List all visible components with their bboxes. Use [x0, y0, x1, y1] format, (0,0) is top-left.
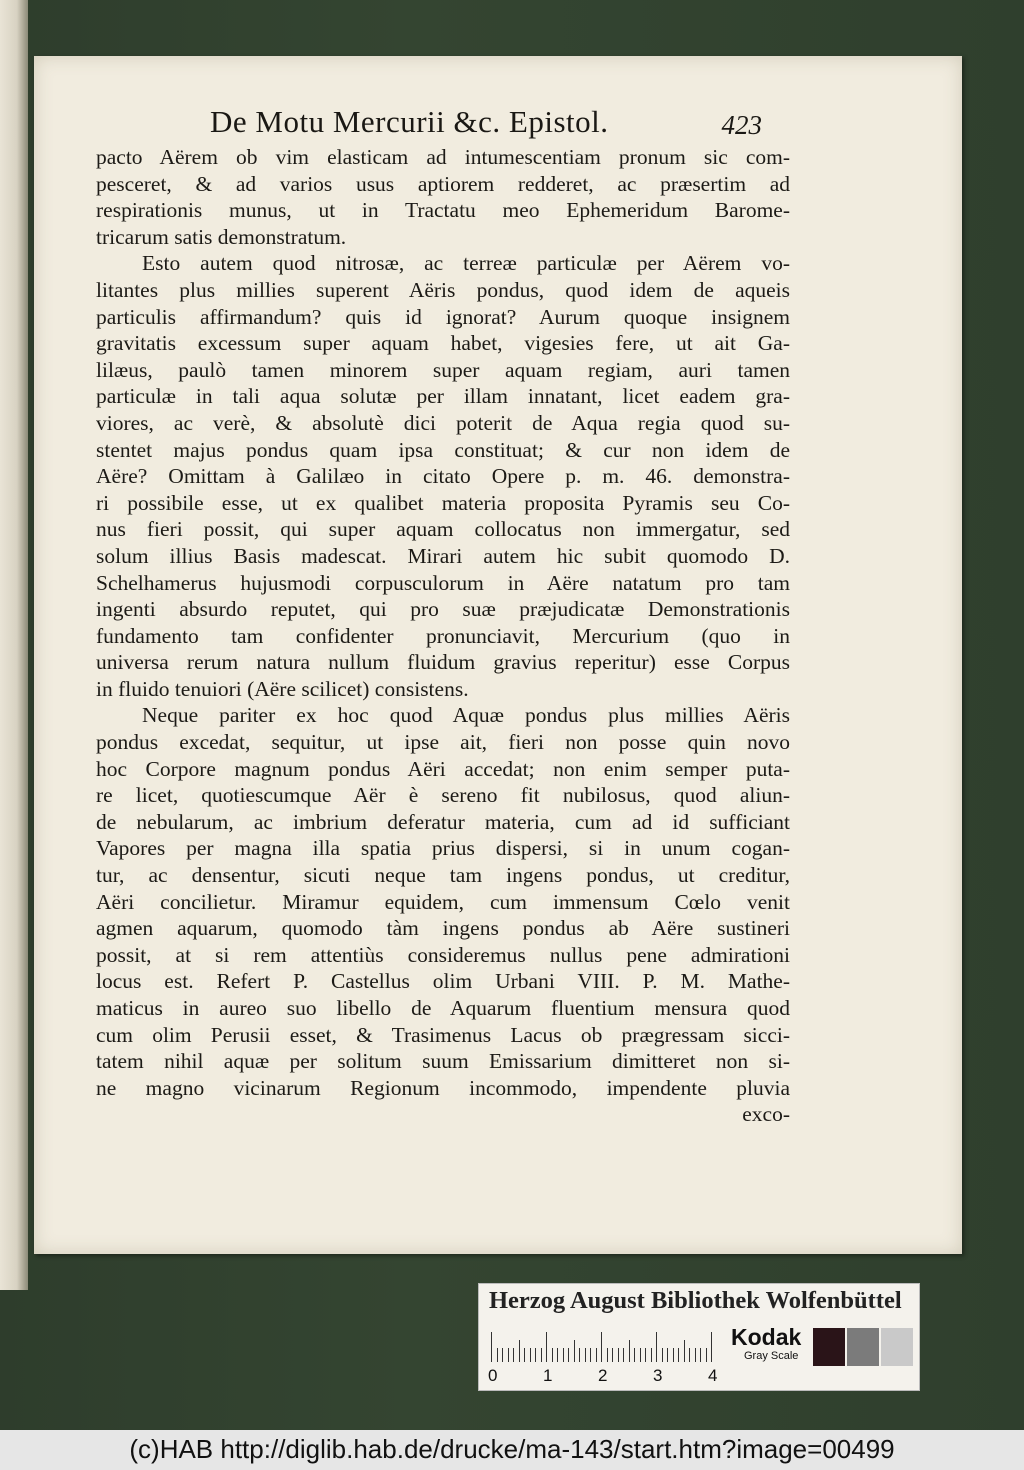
text-line: ingenti absurdo reputet, qui pro suæ præjudicatæ Demonstrationis: [96, 597, 790, 622]
text-line: possit, at si rem attentiùs consideremus nullus pene admirationi: [96, 942, 790, 967]
ruler-tick: [541, 1348, 542, 1362]
text-line: Aëri concilietur. Miramur equidem, cum immensum Cœlo venit: [96, 889, 790, 914]
text-line: stentet majus pondus quam ipsa constituat; & cur non idem de: [96, 437, 790, 462]
text-line: cum olim Perusii esset, & Trasimenus Lacus ob prægressam sicci-: [96, 1022, 790, 1047]
gray-scale-label: Gray Scale: [744, 1350, 799, 1362]
ruler-tick: [579, 1348, 580, 1362]
page-number: 423: [721, 110, 762, 140]
text-line: particulæ in tali aqua solutæ per illam innatant, licet eadem gra-: [96, 384, 790, 409]
text-line: gravitatis excessum super aquam habet, vigesies fere, ut ait Ga-: [96, 331, 790, 356]
ruler-tick: [607, 1348, 608, 1362]
ruler-tick: [502, 1348, 503, 1362]
ruler-tick: [612, 1348, 613, 1362]
ruler-tick: [700, 1348, 701, 1362]
text-line: pacto Aërem ob vim elasticam ad intumescentiam pronum sic com-: [96, 145, 790, 169]
ruler-tick: [557, 1348, 558, 1362]
ruler-tick: [695, 1348, 696, 1362]
ruler-tick: [519, 1340, 520, 1362]
gray-patch: [847, 1328, 879, 1366]
ruler-tick: [684, 1340, 685, 1362]
text-line: in fluido tenuiori (Aëre scilicet) consistens.: [96, 676, 469, 701]
ruler-tick: [574, 1340, 575, 1362]
ruler-number: 2: [598, 1366, 608, 1385]
ruler-tick: [667, 1348, 668, 1362]
text-line: solum illius Basis madescat. Mirari autem hic subit quomodo D.: [96, 543, 790, 568]
gray-patch: [813, 1328, 845, 1366]
text-line: fundamento tam confidenter pronunciavit, Mercurium (quo in: [96, 623, 790, 648]
ruler-tick: [640, 1348, 641, 1362]
ruler-tick: [497, 1348, 498, 1362]
catchword: exco-: [742, 1102, 790, 1127]
ruler-tick: [689, 1348, 690, 1362]
text-line: hoc Corpore magnum pondus Aëri accedat; non enim semper puta-: [96, 756, 790, 781]
ruler-tick: [585, 1348, 586, 1362]
ruler-tick: [618, 1348, 619, 1362]
text-line: respirationis munus, ut in Tractatu meo Ephemeridum Barome-: [96, 198, 790, 223]
source-url: (c)HAB http://diglib.hab.de/drucke/ma-143/start.htm?image=00499: [129, 1434, 895, 1464]
text-line: re licet, quotiescumque Aër è sereno fit nubilosus, quod aliun-: [96, 783, 790, 808]
text-line: de nebularum, ac imbrium deferatur materia, cum ad id sufficiant: [96, 809, 790, 834]
text-line: particulis affirmandum? quis id ignorat? Aurum quoque insignem: [96, 304, 790, 329]
ruler-tick: [552, 1348, 553, 1362]
text-line: ne magno vicinarum Regionum incommodo, impendente pluvia: [96, 1075, 790, 1100]
text-line: lilæus, paulò tamen minorem super aquam regiam, auri tamen: [96, 357, 790, 382]
text-line: agmen aquarum, quomodo tàm ingens pondus ab Aëre sustineri: [96, 916, 790, 941]
ruler-tick: [530, 1348, 531, 1362]
scale-ruler: [491, 1328, 721, 1362]
footer-bar: [0, 1430, 1024, 1470]
text-line: Schelhamerus hujusmodi corpusculorum in Aëre natatum pro tam: [96, 570, 790, 595]
ruler-number: 0: [488, 1366, 498, 1385]
ruler-tick: [678, 1348, 679, 1362]
ruler-tick: [524, 1348, 525, 1362]
ruler-tick: [645, 1348, 646, 1362]
text-line: Neque pariter ex hoc quod Aquæ pondus plus millies Aëris: [142, 703, 790, 728]
text-line: locus est. Refert P. Castellus olim Urbani VIII. P. M. Mathe-: [96, 969, 790, 994]
ruler-tick: [508, 1348, 509, 1362]
text-line: Vapores per magna illa spatia prius dispersi, si in unum cogan-: [96, 836, 790, 861]
body-text: [96, 144, 790, 1128]
library-name: Herzog August Bibliothek Wolfenbüttel: [489, 1287, 902, 1314]
ruler-tick: [563, 1348, 564, 1362]
text-line: tatem nihil aquæ per solitum suum Emissarium dimitteret non si-: [96, 1049, 790, 1074]
ruler-tick: [546, 1332, 547, 1362]
ruler-tick: [491, 1332, 492, 1362]
text-line: litantes plus millies superent Aëris pondus, quod idem de aqueis: [96, 277, 790, 302]
ruler-number: 4: [708, 1366, 718, 1385]
ruler-number: 1: [543, 1366, 553, 1385]
text-line: ri possibile esse, ut ex qualibet materia proposita Pyramis seu Co-: [96, 490, 790, 515]
book-page: [34, 56, 962, 1254]
page-header: [34, 104, 962, 144]
ruler-tick: [596, 1348, 597, 1362]
text-line: tricarum satis demonstratum.: [96, 224, 347, 249]
text-line: pesceret, & ad varios usus aptiorem redderet, ac præsertim ad: [96, 171, 790, 196]
gray-patch: [881, 1328, 913, 1366]
ruler-tick: [662, 1348, 663, 1362]
ruler-tick: [634, 1348, 635, 1362]
ruler-tick: [629, 1340, 630, 1362]
text-line: nus fieri possit, qui super aquam collocatus non immergatur, sed: [96, 517, 790, 542]
ruler-tick: [623, 1348, 624, 1362]
ruler-tick: [673, 1348, 674, 1362]
ruler-tick: [535, 1348, 536, 1362]
ruler-tick: [711, 1332, 712, 1362]
ruler-tick: [706, 1348, 707, 1362]
text-line: pondus excedat, sequitur, ut ipse ait, fieri non posse quin novo: [96, 730, 790, 755]
kodak-logo: Kodak: [731, 1324, 802, 1350]
ruler-tick: [513, 1348, 514, 1362]
facing-page-edge: [0, 0, 28, 1290]
ruler-tick: [568, 1348, 569, 1362]
ruler-tick: [601, 1332, 602, 1362]
text-line: viores, ac verè, & absolutè dici poterit de Aqua regia quod su-: [96, 410, 790, 435]
ruler-tick: [590, 1348, 591, 1362]
text-line: universa rerum natura nullum fluidum gravius reperitur) esse Corpus: [96, 650, 790, 675]
text-line: maticus in aureo suo libello de Aquarum fluentium mensura quod: [96, 996, 790, 1020]
ruler-number: 3: [653, 1366, 663, 1385]
text-line: tur, ac densentur, sicuti neque tam ingens pondus, ut creditur,: [96, 863, 790, 888]
text-line: Esto autem quod nitrosæ, ac terreæ particulæ per Aërem vo-: [142, 251, 790, 276]
ruler-tick: [656, 1332, 657, 1362]
running-title: De Motu Mercurii &c. Epistol.: [210, 104, 609, 139]
ruler-tick: [651, 1348, 652, 1362]
color-target: [478, 1283, 920, 1391]
text-line: Aëre? Omittam à Galilæo in citato Opere p. m. 46. demonstra-: [96, 464, 790, 489]
